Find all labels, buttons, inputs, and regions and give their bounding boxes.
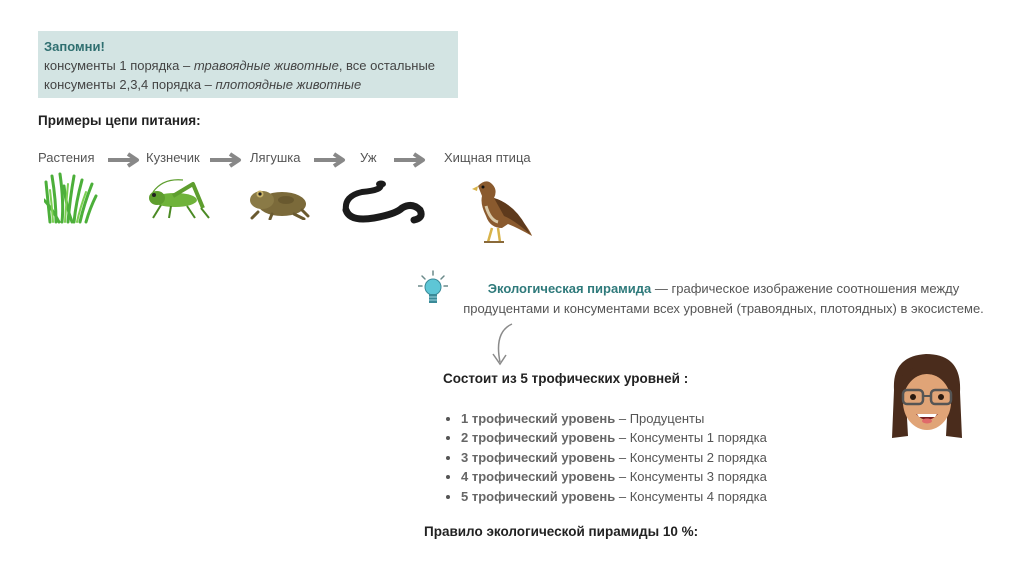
chain-label-plants: Растения bbox=[38, 150, 95, 165]
list-item: • 2 трофический уровень – Консументы 1 порядка bbox=[461, 428, 767, 447]
definition-text: — графическое изображение соотношения между продуцентами и консументами всех уровней (травоядных, плотоядных) в экосистеме. bbox=[463, 281, 984, 316]
remember-callout bbox=[38, 31, 458, 98]
callout-line-2: консументы 2,3,4 порядка – плотоядные животные bbox=[44, 77, 362, 92]
list-item: • 4 трофический уровень – Консументы 3 порядка bbox=[461, 467, 767, 486]
definition-term: Экологическая пирамида bbox=[487, 281, 652, 296]
lightbulb-icon bbox=[418, 270, 448, 308]
chain-label-frog: Лягушка bbox=[250, 150, 301, 165]
snake-icon bbox=[340, 180, 426, 226]
grasshopper-icon bbox=[143, 178, 215, 222]
food-chain-title: Примеры цепи питания: bbox=[38, 113, 201, 128]
grass-icon bbox=[44, 172, 98, 224]
pyramid-definition bbox=[456, 279, 991, 319]
arrow-right-icon bbox=[392, 152, 428, 168]
avatar bbox=[886, 350, 968, 442]
pyramid-rule-title: Правило экологической пирамиды 10 %: bbox=[424, 524, 699, 539]
arrow-right-icon bbox=[208, 152, 244, 168]
chain-label-snake: Уж bbox=[360, 150, 377, 165]
bird-of-prey-icon bbox=[464, 176, 536, 248]
frog-icon bbox=[248, 182, 310, 220]
curved-arrow-icon bbox=[488, 322, 518, 368]
arrow-right-icon bbox=[106, 152, 142, 168]
list-item: • 3 трофический уровень – Консументы 2 порядка bbox=[461, 448, 767, 467]
list-item: • 5 трофический уровень – Консументы 4 порядка bbox=[461, 487, 767, 506]
list-item: • 1 трофический уровень – Продуценты bbox=[461, 409, 767, 428]
arrow-right-icon bbox=[312, 152, 348, 168]
callout-title: Запомни! bbox=[44, 39, 105, 54]
callout-line-1: консументы 1 порядка – травоядные животные, все остальные bbox=[44, 58, 436, 73]
levels-title: Состоит из 5 трофических уровней : bbox=[443, 371, 689, 386]
chain-label-grasshopper: Кузнечик bbox=[146, 150, 200, 165]
chain-label-bird: Хищная птица bbox=[444, 150, 531, 165]
trophic-levels-list bbox=[444, 409, 767, 506]
